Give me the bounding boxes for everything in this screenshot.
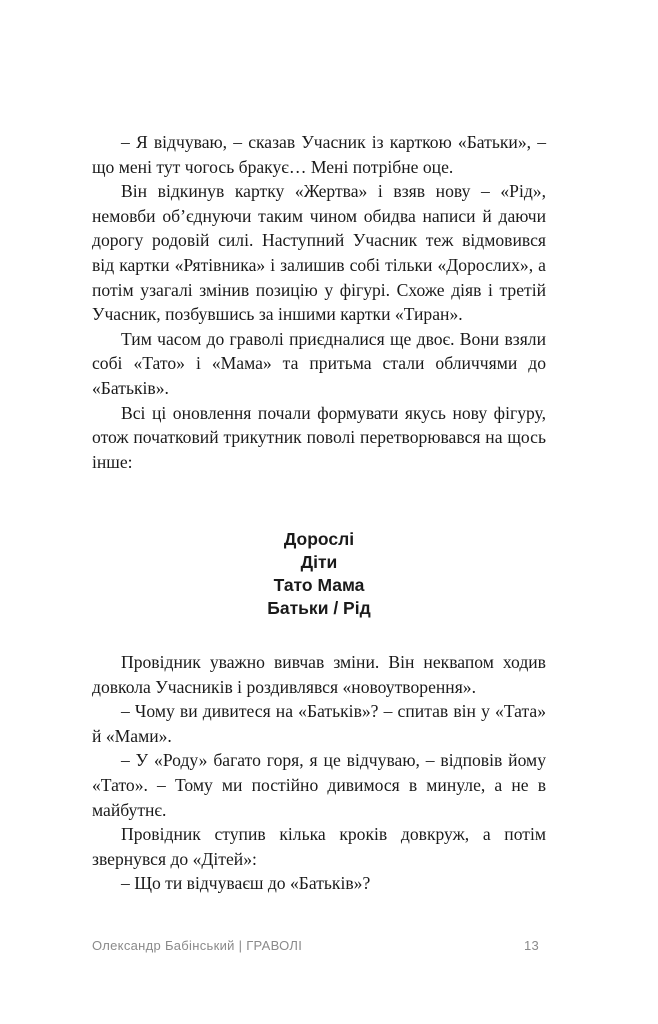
page-number: 13 [523,938,539,953]
page-footer [92,938,539,958]
paragraph: Всі ці оновлення почали формувати якусь нову фігуру, отож початковий трикутник поволі перетворювався на щось інше: [92,402,546,472]
paragraph: Він відкинув картку «Жертва» і взяв нову – «Рід», немовби об’єднуючи таким чином обидва написи й даючи дорогу родовій силі. Наступний Учасник теж відмовився від картки «Рятівника» і залишив собі тільки «Дорослих», а потім узагалі змінив позицію у фігурі. Схоже діяв і третій Учасник, позбувшись за іншими картки «Тиран». [92,181,546,325]
scheme-line: Діти [300,552,338,572]
scheme-line: Батьки / Рід [267,598,371,618]
role-scheme [92,528,546,620]
scheme-line: Тато Мама [273,575,365,595]
text-block-top [92,130,546,474]
paragraph: Тим часом до граволі приєдналися ще двоє. Вони взяли собі «Тато» і «Мама» та притьма стали обличчями до «Батьків». [92,328,546,398]
paragraph: Провідник уважно вивчав зміни. Він неквапом ходив довкола Учасників і роздивлявся «новоутворення». [92,652,546,697]
text-block-bottom [92,650,546,896]
paragraph: – Я відчуваю, – сказав Учасник із карткою «Батьки», – що мені тут чогось бракує… Мені потрібне оце. [92,132,546,177]
footer-author-title: Олександр Бабінський | ГРАВОЛІ [92,938,303,953]
scheme-line: Дорослі [283,529,355,549]
paragraph: Провідник ступив кілька кроків довкруж, а потім звернувся до «Дітей»: [92,824,546,869]
paragraph: – У «Роду» багато горя, я це відчуваю, – відповів йому «Тато». – Тому ми постійно дивимося в минуле, а не в майбутнє. [92,750,546,820]
paragraph: – Що ти відчуваєш до «Батьків»? [121,873,371,894]
paragraph: – Чому ви дивитеся на «Батьків»? – спитав він у «Тата» й «Мами». [92,701,546,746]
